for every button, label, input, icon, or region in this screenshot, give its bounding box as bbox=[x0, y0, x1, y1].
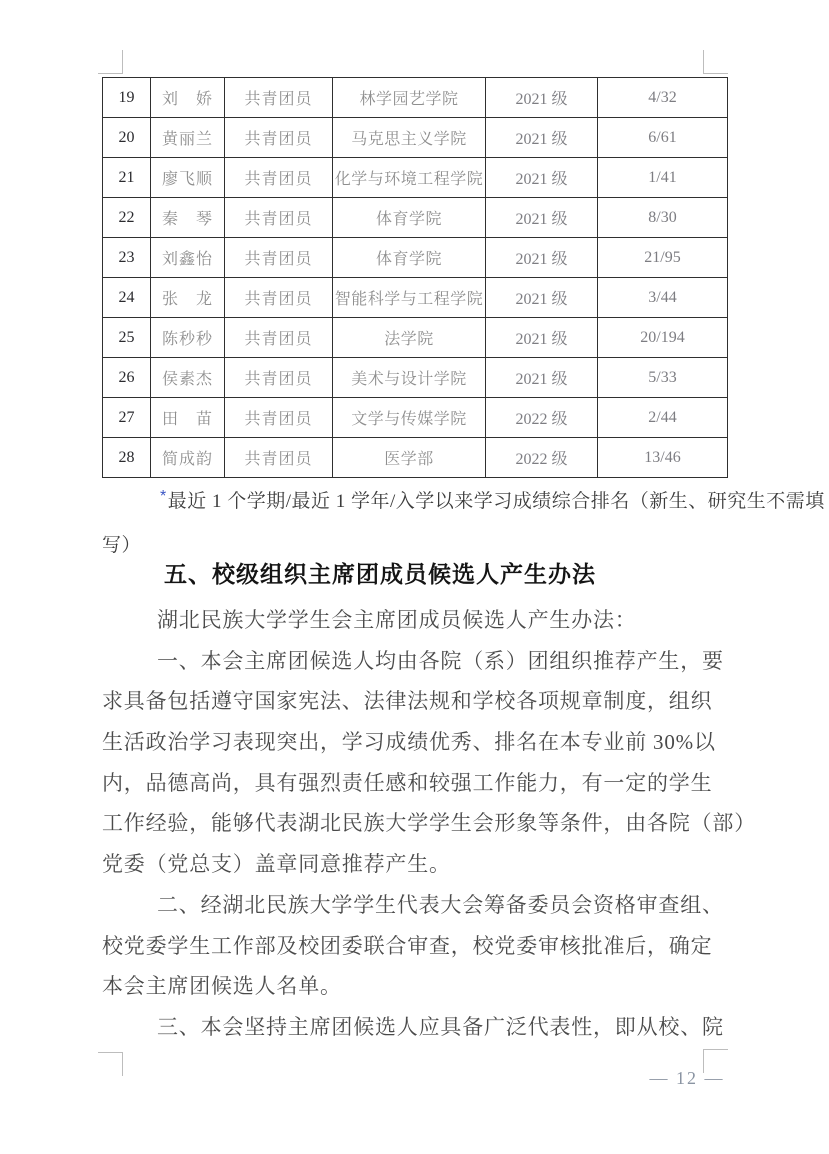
cell-status: 共青团员 bbox=[225, 238, 333, 278]
cell-no: 19 bbox=[103, 78, 151, 118]
body-line: 湖北民族大学学生会主席团成员候选人产生办法： bbox=[157, 608, 637, 632]
cell-grade: 2021 级 bbox=[486, 158, 598, 198]
body-line: 校党委学生工作部及校团委联合审查，校党委审核批准后，确定 bbox=[102, 933, 713, 958]
cell-grade: 2021 级 bbox=[486, 78, 598, 118]
table-row bbox=[103, 158, 728, 198]
footnote-line-1 bbox=[102, 484, 825, 515]
cell-name: 侯素杰 bbox=[151, 358, 225, 398]
cell-grade: 2022 级 bbox=[486, 438, 598, 478]
cell-rank: 1/41 bbox=[598, 158, 728, 198]
cell-college: 体育学院 bbox=[333, 198, 486, 238]
cell-college: 化学与环境工程学院 bbox=[333, 158, 486, 198]
cell-name: 廖飞顺 bbox=[151, 158, 225, 198]
body-line: 求具备包括遵守国家宪法、法律法规和学校各项规章制度，组织 bbox=[102, 689, 713, 714]
table-row bbox=[103, 278, 728, 318]
cell-status: 共青团员 bbox=[225, 118, 333, 158]
cell-status: 共青团员 bbox=[225, 318, 333, 358]
cell-grade: 2021 级 bbox=[486, 278, 598, 318]
cell-name: 陈秒秒 bbox=[151, 318, 225, 358]
cell-college: 马克思主义学院 bbox=[333, 118, 486, 158]
body-line: 三、本会坚持主席团候选人应具备广泛代表性，即从校、院 bbox=[157, 1014, 724, 1039]
cell-status: 共青团员 bbox=[225, 398, 333, 438]
body-line: 内，品德高尚，具有强烈责任感和较强工作能力，有一定的学生 bbox=[102, 770, 713, 795]
cell-name: 黄丽兰 bbox=[151, 118, 225, 158]
cell-rank: 4/32 bbox=[598, 78, 728, 118]
cell-name: 田 苗 bbox=[151, 398, 225, 438]
cell-grade: 2021 级 bbox=[486, 318, 598, 358]
body-line: 工作经验，能够代表湖北民族大学学生会形象等条件，由各院（部） bbox=[102, 811, 756, 836]
cell-college: 美术与设计学院 bbox=[333, 358, 486, 398]
table-footnote bbox=[102, 484, 825, 559]
footnote-line-2: 写） bbox=[102, 535, 142, 556]
table-row bbox=[103, 438, 728, 478]
body-text bbox=[102, 600, 756, 1048]
cell-rank: 20/194 bbox=[598, 318, 728, 358]
cell-status: 共青团员 bbox=[225, 78, 333, 118]
cell-name: 秦 琴 bbox=[151, 198, 225, 238]
cell-rank: 8/30 bbox=[598, 198, 728, 238]
table-row bbox=[103, 238, 728, 278]
cell-no: 23 bbox=[103, 238, 151, 278]
cell-grade: 2021 级 bbox=[486, 198, 598, 238]
cell-status: 共青团员 bbox=[225, 438, 333, 478]
cell-no: 28 bbox=[103, 438, 151, 478]
cell-no: 27 bbox=[103, 398, 151, 438]
body-line: 一、本会主席团候选人均由各院（系）团组织推荐产生，要 bbox=[157, 648, 724, 673]
cell-name: 刘 娇 bbox=[151, 78, 225, 118]
footnote-asterisk: * bbox=[160, 488, 167, 505]
table-row bbox=[103, 398, 728, 438]
cell-rank: 2/44 bbox=[598, 398, 728, 438]
cell-no: 24 bbox=[103, 278, 151, 318]
cell-rank: 3/44 bbox=[598, 278, 728, 318]
table-row bbox=[103, 78, 728, 118]
cell-grade: 2022 级 bbox=[486, 398, 598, 438]
cell-no: 21 bbox=[103, 158, 151, 198]
cell-no: 26 bbox=[103, 358, 151, 398]
cell-no: 22 bbox=[103, 198, 151, 238]
section-heading: 五、校级组织主席团成员候选人产生办法 bbox=[164, 561, 596, 587]
table-row bbox=[103, 318, 728, 358]
body-line: 党委（党总支）盖章同意推荐产生。 bbox=[102, 852, 451, 877]
cell-name: 简成韵 bbox=[151, 438, 225, 478]
table-row bbox=[103, 198, 728, 238]
crop-mark-top-right bbox=[703, 50, 728, 74]
cell-rank: 6/61 bbox=[598, 118, 728, 158]
cell-college: 文学与传媒学院 bbox=[333, 398, 486, 438]
cell-grade: 2021 级 bbox=[486, 238, 598, 278]
cell-status: 共青团员 bbox=[225, 358, 333, 398]
cell-no: 20 bbox=[103, 118, 151, 158]
cell-grade: 2021 级 bbox=[486, 358, 598, 398]
page-number: — 12 — bbox=[649, 1068, 725, 1088]
cell-college: 体育学院 bbox=[333, 238, 486, 278]
cell-status: 共青团员 bbox=[225, 158, 333, 198]
cell-college: 法学院 bbox=[333, 318, 486, 358]
cell-grade: 2021 级 bbox=[486, 118, 598, 158]
body-line: 二、经湖北民族大学学生代表大会筹备委员会资格审查组、 bbox=[157, 892, 724, 917]
cell-college: 林学园艺学院 bbox=[333, 78, 486, 118]
cell-rank: 21/95 bbox=[598, 238, 728, 278]
body-line: 本会主席团候选人名单。 bbox=[102, 974, 342, 999]
crop-mark-top-left bbox=[98, 50, 123, 74]
cell-name: 张 龙 bbox=[151, 278, 225, 318]
table-row bbox=[103, 358, 728, 398]
cell-college: 智能科学与工程学院 bbox=[333, 278, 486, 318]
cell-rank: 5/33 bbox=[598, 358, 728, 398]
crop-mark-bottom-left bbox=[98, 1052, 123, 1076]
table-row bbox=[103, 118, 728, 158]
body-line: 生活政治学习表现突出，学习成绩优秀、排名在本专业前 30%以 bbox=[102, 730, 716, 755]
candidate-roster-table bbox=[102, 77, 728, 478]
cell-no: 25 bbox=[103, 318, 151, 358]
cell-college: 医学部 bbox=[333, 438, 486, 478]
footnote-text: 最近 1 个学期/最近 1 学年/入学以来学习成绩综合排名（新生、研究生不需填 bbox=[167, 491, 825, 512]
cell-name: 刘鑫怡 bbox=[151, 238, 225, 278]
cell-rank: 13/46 bbox=[598, 438, 728, 478]
cell-status: 共青团员 bbox=[225, 198, 333, 238]
cell-status: 共青团员 bbox=[225, 278, 333, 318]
